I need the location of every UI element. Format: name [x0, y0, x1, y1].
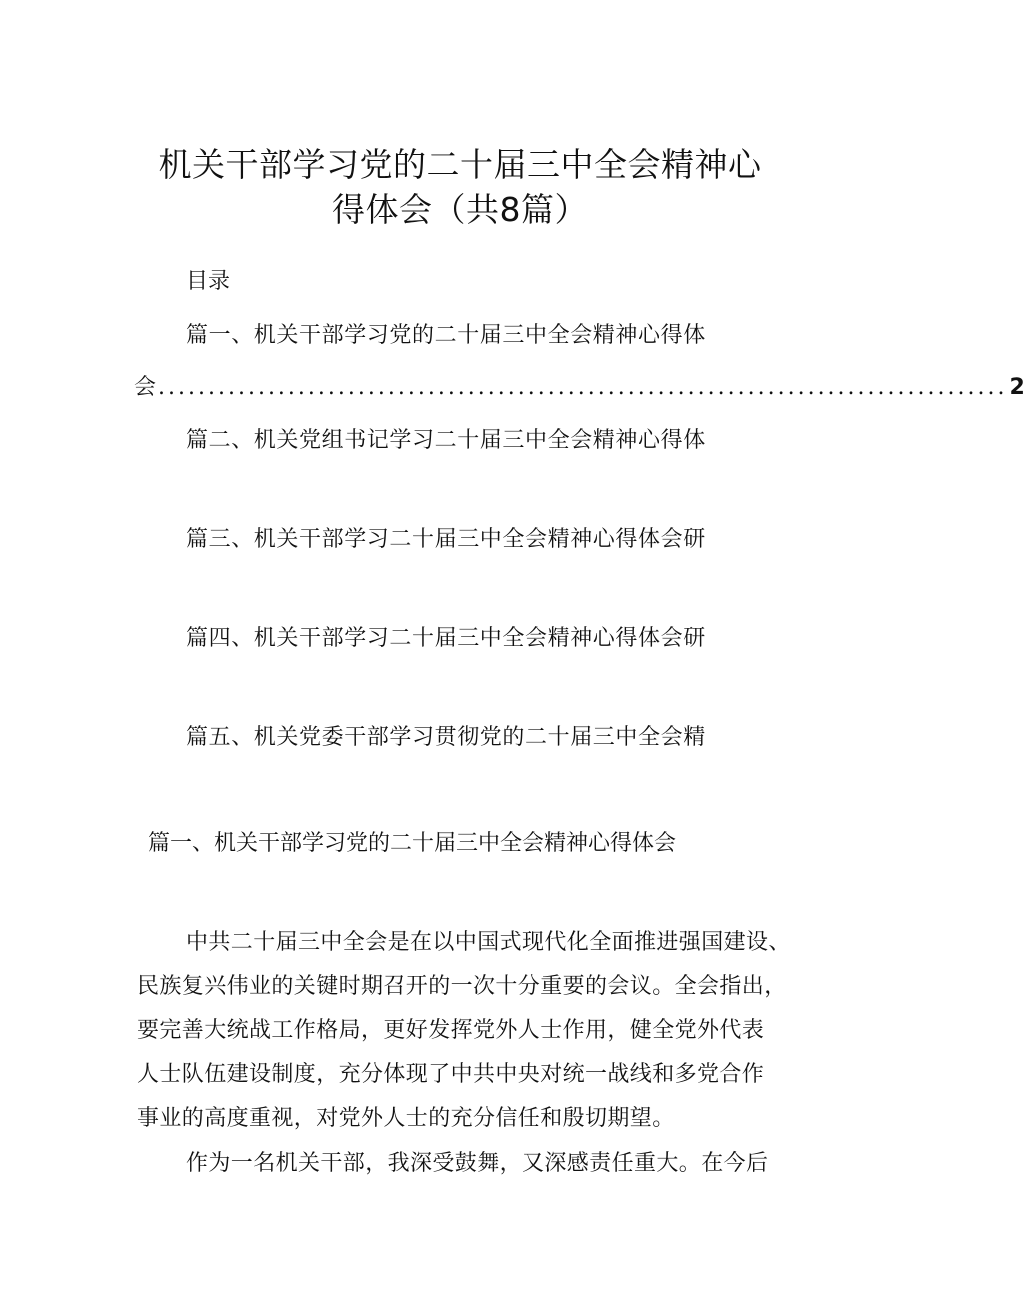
toc-item-2[interactable]: 篇二、机关党组书记学习二十届三中全会精神心得体 [186, 428, 706, 453]
document-title-line-2: 得体会（共8篇） [332, 190, 588, 229]
toc-item-1-continuation[interactable] [134, 370, 1025, 401]
toc-leader-dots: ..................................................................................... [158, 375, 1008, 400]
toc-item-4[interactable]: 篇四、机关干部学习二十届三中全会精神心得体会研 [186, 626, 706, 651]
body-line-5: 事业的高度重视，对党外人士的充分信任和殷切期望。 [137, 1106, 675, 1131]
section-heading: 篇一、机关干部学习党的二十届三中全会精神心得体会 [148, 831, 677, 856]
document-title-line-1: 机关干部学习党的二十届三中全会精神心 [158, 145, 762, 184]
body-line-1: 中共二十届三中全会是在以中国式现代化全面推进强国建设、 [186, 930, 791, 955]
toc-item-1-tail: 会 [134, 375, 157, 400]
toc-label: 目录 [186, 269, 231, 294]
toc-item-3[interactable]: 篇三、机关干部学习二十届三中全会精神心得体会研 [186, 527, 706, 552]
toc-item-5[interactable]: 篇五、机关党委干部学习贯彻党的二十届三中全会精 [186, 725, 706, 750]
body-line-3: 要完善大统战工作格局，更好发挥党外人士作用，健全党外代表 [137, 1018, 765, 1043]
body-line-4: 人士队伍建设制度，充分体现了中共中央对统一战线和多党合作 [137, 1062, 765, 1087]
body-line-2: 民族复兴伟业的关键时期召开的一次十分重要的会议。全会指出， [137, 974, 787, 999]
toc-item-1[interactable]: 篇一、机关干部学习党的二十届三中全会精神心得体 [186, 323, 706, 348]
toc-page-number: 2 [1009, 375, 1025, 400]
body-line-6: 作为一名机关干部，我深受鼓舞，又深感责任重大。在今后 [186, 1151, 769, 1176]
